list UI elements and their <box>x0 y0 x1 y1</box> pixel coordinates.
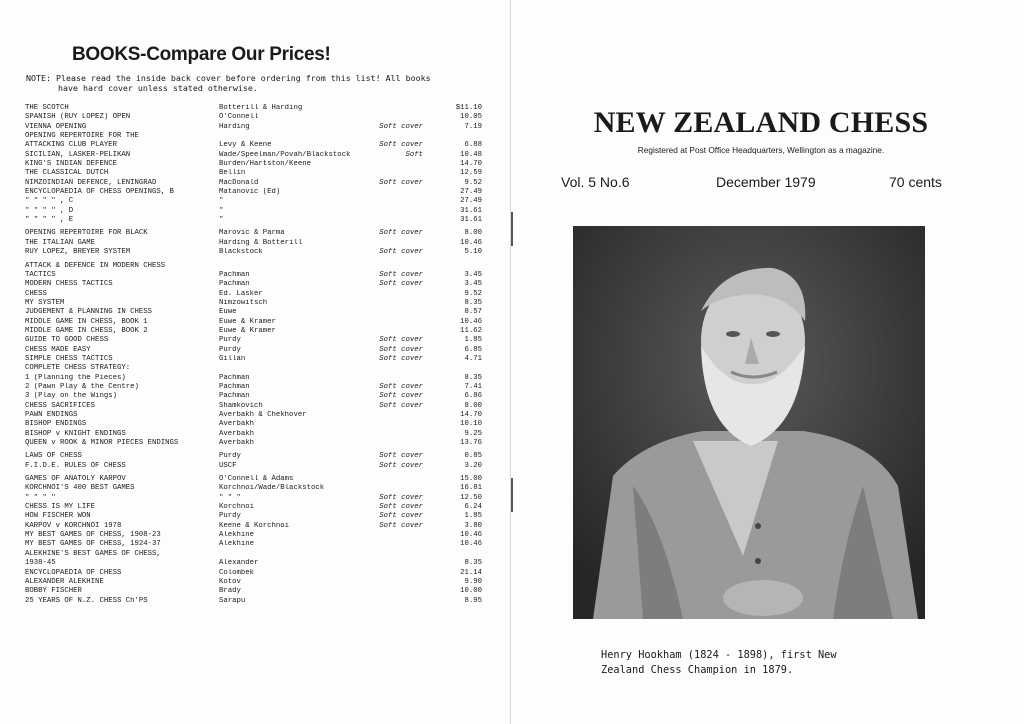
book-author: Purdy <box>219 452 241 461</box>
book-title: CHESS IS MY LIFE <box>25 503 96 512</box>
book-title: BISHOP v KNIGHT ENDINGS <box>25 429 126 438</box>
staple-mark <box>511 478 513 512</box>
book-author: Purdy <box>219 336 241 345</box>
book-row <box>25 374 495 383</box>
book-price: 8.00 <box>464 229 482 238</box>
book-row <box>25 216 495 225</box>
book-row <box>25 439 495 448</box>
book-author: Euwe & Kramer <box>219 326 276 335</box>
book-title: RUY LOPEZ, BREYER SYSTEM <box>25 248 131 257</box>
book-price: 3.80 <box>464 521 482 530</box>
book-binding: Soft cover <box>379 452 423 461</box>
book-author: Purdy <box>219 345 241 354</box>
book-price: 27.49 <box>460 197 482 206</box>
book-author: Pachman <box>219 280 250 289</box>
book-title: 3 (Play on the Wings) <box>25 392 117 401</box>
book-title: CHESS SACRIFICES <box>25 401 96 410</box>
book-price: 9.90 <box>464 577 482 586</box>
book-author: Euwe <box>219 308 237 317</box>
book-binding: Soft cover <box>379 248 423 257</box>
book-price: 7.19 <box>464 122 482 131</box>
book-binding: Soft cover <box>379 461 423 470</box>
book-binding: Soft cover <box>379 512 423 521</box>
book-author: Pachman <box>219 270 250 279</box>
book-price: 12.59 <box>460 169 482 178</box>
book-author: O'Connell & Adams <box>219 475 294 484</box>
left-page <box>0 0 511 724</box>
book-title: TACTICS <box>25 270 56 279</box>
book-row <box>25 308 495 317</box>
book-price: 6.24 <box>464 503 482 512</box>
book-binding: Soft cover <box>379 229 423 238</box>
book-price: 14.70 <box>460 411 482 419</box>
book-binding: Soft cover <box>379 392 423 401</box>
book-price: 9.52 <box>464 289 482 298</box>
book-author: USCF <box>219 461 237 470</box>
book-price: 10.46 <box>460 531 482 540</box>
book-author: Sarapu <box>219 596 246 605</box>
book-price: 31.61 <box>460 206 482 215</box>
book-price: 13.76 <box>460 439 482 448</box>
book-author: Burden/Hartston/Keene <box>219 160 311 169</box>
book-title: 1 (Planning the Pieces) <box>25 373 126 382</box>
book-row <box>25 503 495 512</box>
book-title: OPENING REPERTOIRE FOR THE <box>25 132 139 141</box>
book-row <box>25 271 495 280</box>
book-row <box>25 411 495 420</box>
cover-price: 70 cents <box>889 174 942 190</box>
book-row <box>25 420 495 429</box>
book-author: Levy & Keene <box>219 141 272 150</box>
book-author: Korchnoi/Wade/Blackstock <box>219 484 325 493</box>
book-binding: Soft cover <box>379 122 423 131</box>
photo-caption <box>601 648 901 678</box>
book-author: Marovic & Parma <box>219 229 285 238</box>
caption-line-2: Zealand Chess Champion in 1879. <box>601 664 794 676</box>
portrait-photo <box>573 226 925 619</box>
book-title: QUEEN v ROOK & MINOR PIECES ENDINGS <box>25 439 179 448</box>
book-price-list <box>25 104 495 606</box>
book-price: 8.35 <box>464 559 482 568</box>
book-author: Pachman <box>219 373 250 382</box>
book-row <box>25 290 495 299</box>
book-title: 2 (Pawn Play & the Centre) <box>25 382 139 391</box>
book-title: MY BEST GAMES OF CHESS, 1908-23 <box>25 531 161 540</box>
book-title: KARPOV v KORCHNOI 1978 <box>25 521 122 530</box>
book-row <box>25 132 495 141</box>
book-author: Pachman <box>219 382 250 391</box>
book-row <box>25 160 495 169</box>
book-title: F.I.D.E. RULES OF CHESS <box>25 461 126 470</box>
book-price: 0.85 <box>464 452 482 461</box>
book-price: 3.45 <box>464 270 482 279</box>
book-binding: Soft cover <box>379 401 423 410</box>
book-author: Harding <box>219 122 250 131</box>
ordering-note <box>26 73 496 93</box>
book-row <box>25 531 495 540</box>
book-binding: Soft cover <box>379 270 423 279</box>
book-author: O'Connell <box>219 113 259 122</box>
book-author: Purdy <box>219 512 241 521</box>
book-price: 31.61 <box>460 216 482 225</box>
book-author: Averbakh <box>219 429 255 438</box>
book-author: Blackstock <box>219 248 263 257</box>
book-price: 4.71 <box>464 354 482 363</box>
book-title: BOBBY FISCHER <box>25 587 82 596</box>
book-row <box>25 364 495 373</box>
book-title: COMPLETE CHESS STRATEGY: <box>25 364 131 373</box>
book-title: OPENING REPERTOIRE FOR BLACK <box>25 229 148 238</box>
book-row <box>25 475 495 484</box>
book-author: Ed. Lasker <box>219 289 263 298</box>
book-price: 11.62 <box>460 326 482 335</box>
book-price: 1.85 <box>464 336 482 345</box>
book-row <box>25 141 495 150</box>
note-line-2: have hard cover unless stated otherwise. <box>58 83 258 93</box>
book-price: 10.46 <box>460 540 482 549</box>
book-price: 10.05 <box>460 113 482 122</box>
book-row <box>25 402 495 411</box>
book-author: " " " <box>219 493 241 502</box>
book-author: Euwe & Kramer <box>219 317 276 326</box>
book-title: NIMZOINDIAN DEFENCE, LENINGRAD <box>25 178 157 187</box>
book-price: 6.88 <box>464 141 482 150</box>
book-row <box>25 430 495 439</box>
book-price: 8.00 <box>464 401 482 410</box>
book-binding: Soft cover <box>379 280 423 289</box>
book-price: 8.35 <box>464 373 482 382</box>
book-binding: Soft cover <box>379 141 423 150</box>
book-price: 3.20 <box>464 461 482 470</box>
book-row <box>25 188 495 197</box>
portrait-illustration <box>573 226 925 619</box>
book-title: CHESS MADE EASY <box>25 345 91 354</box>
book-title: 1938-45 <box>25 559 56 568</box>
book-title: ATTACKING CLUB PLAYER <box>25 141 117 150</box>
book-row <box>25 179 495 188</box>
book-title: THE CLASSICAL DUTCH <box>25 169 109 178</box>
book-row <box>25 494 495 503</box>
staple-mark <box>511 212 513 246</box>
book-row <box>25 462 495 471</box>
book-title: MY BEST GAMES OF CHESS, 1924-37 <box>25 540 161 549</box>
book-row <box>25 104 495 113</box>
book-author: Kotov <box>219 577 241 586</box>
book-author: " <box>219 197 224 206</box>
book-binding: Soft cover <box>379 178 423 187</box>
book-title: " " " " , C <box>25 197 74 206</box>
book-row <box>25 280 495 289</box>
book-price: 15.00 <box>460 475 482 484</box>
book-author: Averbakh & Chekhover <box>219 411 307 419</box>
book-title: KING'S INDIAN DEFENCE <box>25 160 117 169</box>
book-price: 10.10 <box>460 420 482 429</box>
book-title: " " " " , E <box>25 216 74 225</box>
book-row <box>25 239 495 248</box>
book-row <box>25 123 495 132</box>
book-row <box>25 587 495 596</box>
book-price: 8.57 <box>464 308 482 317</box>
book-author: Nimzowitsch <box>219 298 268 307</box>
book-title: GUIDE TO GOOD CHESS <box>25 336 109 345</box>
book-author: Shamkovich <box>219 401 263 410</box>
book-author: Wade/Speelman/Povah/Blackstock <box>219 150 351 159</box>
book-row <box>25 262 495 271</box>
book-binding: Soft <box>405 150 423 159</box>
book-row <box>25 540 495 549</box>
book-author: " <box>219 206 224 215</box>
book-binding: Soft cover <box>379 503 423 512</box>
book-title: " " " " <box>25 493 56 502</box>
book-price: 27.49 <box>460 188 482 197</box>
book-row <box>25 346 495 355</box>
book-title: CHESS <box>25 289 47 298</box>
book-price: 3.45 <box>464 280 482 289</box>
book-row <box>25 229 495 238</box>
book-title: ATTACK & DEFENCE IN MODERN CHESS <box>25 261 166 270</box>
book-row <box>25 248 495 257</box>
book-row <box>25 151 495 160</box>
magazine-masthead: NEW ZEALAND CHESS <box>593 106 929 139</box>
book-row <box>25 484 495 493</box>
book-row <box>25 169 495 178</box>
book-row <box>25 299 495 308</box>
book-title: MY SYSTEM <box>25 298 65 307</box>
book-author: MacDonald <box>219 178 259 187</box>
book-price: 5.10 <box>464 248 482 257</box>
book-author: Alekhine <box>219 531 255 540</box>
book-price: $11.10 <box>455 104 482 112</box>
book-title: HOW FISCHER WON <box>25 512 91 521</box>
book-binding: Soft cover <box>379 345 423 354</box>
book-price: 8.35 <box>464 298 482 307</box>
book-row <box>25 578 495 587</box>
book-author: Averbakh <box>219 439 255 448</box>
book-row <box>25 512 495 521</box>
book-author: Keene & Korchnoi <box>219 521 290 530</box>
book-row <box>25 197 495 206</box>
book-row <box>25 452 495 461</box>
book-title: GAMES OF ANATOLY KARPOV <box>25 475 126 484</box>
book-binding: Soft cover <box>379 493 423 502</box>
book-title: THE SCOTCH <box>25 104 69 112</box>
book-title: LAWS OF CHESS <box>25 452 82 461</box>
right-page <box>511 0 1024 724</box>
book-row <box>25 597 495 606</box>
issue-date: December 1979 <box>716 174 816 190</box>
book-title: ENCYCLOPAEDIA OF CHESS OPENINGS, B <box>25 188 174 197</box>
note-line-1: NOTE: Please read the inside back cover before ordering from this list! All books <box>26 73 431 83</box>
book-price: 7.41 <box>464 382 482 391</box>
book-author: Harding & Botterill <box>219 238 303 247</box>
book-author: Averbakh <box>219 420 255 429</box>
book-author: Alexander <box>219 559 259 568</box>
book-author: Alekhine <box>219 540 255 549</box>
book-title: 25 YEARS OF N.Z. CHESS Ch'PS <box>25 596 148 605</box>
book-price: 10.46 <box>460 317 482 326</box>
book-row <box>25 392 495 401</box>
book-price: 16.81 <box>460 484 482 493</box>
book-author: Bellin <box>219 169 246 178</box>
book-price: 10.48 <box>460 150 482 159</box>
book-author: Korchnoi <box>219 503 255 512</box>
book-title: PAWN ENDINGS <box>25 411 78 419</box>
book-author: Pachman <box>219 392 250 401</box>
book-author: Brady <box>219 587 241 596</box>
book-author: Matanovic (Ed) <box>219 188 281 197</box>
book-row <box>25 569 495 578</box>
book-row <box>25 113 495 122</box>
book-author: Botterill & Harding <box>219 104 303 112</box>
book-price: 8.95 <box>464 596 482 605</box>
book-row <box>25 550 495 559</box>
book-title: SPANISH (RUY LOPEZ) OPEN <box>25 113 131 122</box>
book-row <box>25 327 495 336</box>
book-author: Gillan <box>219 354 246 363</box>
book-title: ALEKHINE'S BEST GAMES OF CHESS, <box>25 549 161 558</box>
book-title: THE ITALIAN GAME <box>25 238 96 247</box>
book-title: SICILIAN, LASKER-PELIKAN <box>25 150 131 159</box>
book-title: SIMPLE CHESS TACTICS <box>25 354 113 363</box>
volume-number: Vol. 5 No.6 <box>561 174 630 190</box>
book-row <box>25 207 495 216</box>
book-title: BISHOP ENDINGS <box>25 420 87 429</box>
book-binding: Soft cover <box>379 336 423 345</box>
book-row <box>25 336 495 345</box>
book-title: VIENNA OPENING <box>25 122 87 131</box>
book-price: 14.70 <box>460 160 482 169</box>
book-price: 12.50 <box>460 493 482 502</box>
book-row <box>25 355 495 364</box>
book-row <box>25 383 495 392</box>
book-title: JUDGEMENT & PLANNING IN CHESS <box>25 308 152 317</box>
book-price: 6.85 <box>464 345 482 354</box>
book-author: " <box>219 216 224 225</box>
book-author: Colombek <box>219 568 255 577</box>
book-price: 1.85 <box>464 512 482 521</box>
book-title: MIDDLE GAME IN CHESS, BOOK 2 <box>25 326 148 335</box>
book-price: 9.25 <box>464 429 482 438</box>
book-title: MIDDLE GAME IN CHESS, BOOK 1 <box>25 317 148 326</box>
caption-line-1: Henry Hookham (1824 - 1898), first New <box>601 649 837 661</box>
book-row <box>25 559 495 568</box>
book-title: ENCYCLOPAEDIA OF CHESS <box>25 568 122 577</box>
book-binding: Soft cover <box>379 521 423 530</box>
book-title: " " " " , D <box>25 206 74 215</box>
book-price: 10.46 <box>460 238 482 247</box>
book-row <box>25 318 495 327</box>
book-price: 9.52 <box>464 178 482 187</box>
book-price: 6.86 <box>464 392 482 401</box>
books-heading: BOOKS-Compare Our Prices! <box>72 44 331 65</box>
book-binding: Soft cover <box>379 382 423 391</box>
book-price: 10.00 <box>460 587 482 596</box>
registration-line: Registered at Post Office Headquarters, Wellington as a magazine. <box>637 145 885 155</box>
book-price: 21.14 <box>460 568 482 577</box>
book-title: MODERN CHESS TACTICS <box>25 280 113 289</box>
book-title: KORCHNOI'S 400 BEST GAMES <box>25 484 135 493</box>
book-title: ALEXANDER ALEKHINE <box>25 577 104 586</box>
book-row <box>25 522 495 531</box>
book-binding: Soft cover <box>379 354 423 363</box>
